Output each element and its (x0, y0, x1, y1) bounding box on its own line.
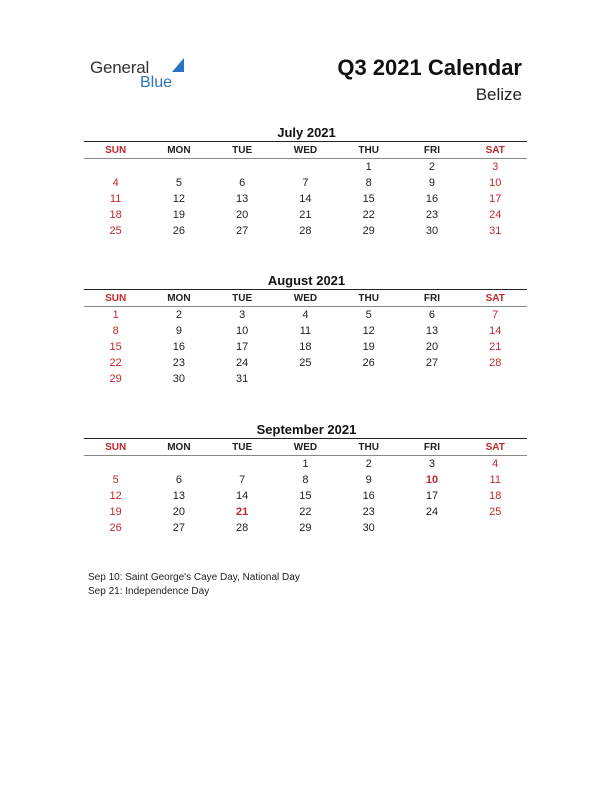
day-cell: 11 (299, 325, 312, 337)
month-block-august (84, 272, 527, 387)
day-cell: 29 (299, 522, 312, 534)
weekday-label: WED (293, 441, 318, 453)
day-cell: 9 (175, 325, 182, 337)
day-cell: 18 (299, 341, 312, 353)
day-cell: 10 (425, 474, 439, 486)
day-cell: 20 (172, 506, 186, 518)
day-cell: 11 (489, 474, 501, 486)
day-cell: 8 (365, 177, 372, 189)
holiday-note: Sep 21: Independence Day (88, 586, 210, 597)
day-cell: 24 (236, 357, 249, 369)
weekday-label: TUE (232, 144, 253, 156)
weekday-label: SAT (485, 144, 505, 156)
day-cell: 6 (428, 309, 436, 321)
day-cell: 25 (299, 357, 312, 369)
day-cell: 22 (299, 506, 312, 518)
day-cell: 23 (425, 209, 439, 221)
week-row (84, 159, 527, 175)
day-cell: 4 (492, 458, 499, 470)
day-cell: 26 (362, 357, 375, 369)
logo (90, 58, 200, 98)
day-cell: 17 (489, 193, 502, 205)
day-cell: 30 (362, 522, 375, 534)
day-cell: 7 (239, 474, 246, 486)
day-cell: 5 (365, 309, 372, 321)
logo-text-blue: Blue (140, 74, 173, 91)
weekday-label: SAT (485, 292, 505, 304)
day-cell: 12 (172, 193, 186, 205)
day-cell: 27 (425, 357, 439, 369)
day-cell: 3 (492, 161, 499, 173)
weekday-label: SUN (105, 292, 127, 304)
weekday-label: TUE (232, 441, 253, 453)
day-cell: 3 (428, 458, 436, 470)
day-cell: 29 (109, 373, 122, 385)
page-title: Q3 2021 Calendar (337, 55, 522, 80)
month-title: August 2021 (267, 273, 346, 288)
day-cell: 16 (172, 341, 186, 353)
day-cell: 10 (489, 177, 502, 189)
day-cell: 27 (172, 522, 186, 534)
day-cell: 21 (236, 506, 249, 518)
week-row (84, 307, 527, 323)
week-row (84, 456, 527, 472)
weekday-label: FRI (423, 441, 441, 453)
weekday-label: WED (293, 292, 318, 304)
day-cell: 19 (172, 209, 186, 221)
day-cell: 31 (236, 373, 249, 385)
weekday-label: TUE (232, 292, 253, 304)
day-cell: 22 (362, 209, 375, 221)
day-cell: 15 (299, 490, 312, 502)
day-cell: 12 (109, 490, 122, 502)
week-row (84, 371, 527, 387)
day-cell: 9 (365, 474, 372, 486)
weekday-header-row (84, 439, 527, 456)
week-row (84, 191, 527, 207)
week-row (84, 504, 527, 520)
day-cell: 28 (299, 225, 312, 237)
day-cell: 18 (489, 490, 502, 502)
day-cell: 25 (489, 506, 502, 518)
weekday-label: MON (167, 144, 191, 156)
day-cell: 16 (362, 490, 375, 502)
day-cell: 2 (175, 309, 182, 321)
week-row (84, 223, 527, 239)
day-cell: 8 (112, 325, 119, 337)
week-row (84, 488, 527, 504)
weekday-label: THU (358, 144, 379, 156)
day-cell: 13 (172, 490, 186, 502)
weekday-label: SAT (485, 441, 505, 453)
day-cell: 19 (362, 341, 375, 353)
day-cell: 14 (489, 325, 502, 337)
logo-triangle-icon (172, 58, 184, 72)
week-row (84, 207, 527, 223)
day-cell: 17 (236, 341, 249, 353)
day-cell: 3 (239, 309, 246, 321)
day-cell: 31 (489, 225, 502, 237)
day-cell: 28 (236, 522, 249, 534)
day-cell: 23 (362, 506, 375, 518)
weekday-label: SUN (105, 144, 127, 156)
weekday-label: WED (293, 144, 318, 156)
week-row (84, 323, 527, 339)
day-cell: 30 (425, 225, 439, 237)
month-title: July 2021 (277, 125, 336, 140)
day-cell: 14 (236, 490, 249, 502)
day-cell: 5 (112, 474, 119, 486)
day-cell: 13 (236, 193, 249, 205)
weekday-label: MON (167, 441, 191, 453)
day-cell: 5 (175, 177, 182, 189)
day-cell: 23 (172, 357, 186, 369)
day-cell: 13 (425, 325, 439, 337)
day-cell: 4 (302, 309, 309, 321)
country-name: Belize (475, 85, 522, 104)
holiday-note: Sep 10: Saint George's Caye Day, National Day (88, 572, 300, 583)
day-cell: 1 (365, 161, 372, 173)
day-cell: 18 (109, 209, 122, 221)
day-cell: 17 (425, 490, 439, 502)
day-cell: 30 (172, 373, 186, 385)
weekday-header-row (84, 142, 527, 159)
day-cell: 21 (299, 209, 312, 221)
day-cell: 2 (365, 458, 372, 470)
day-cell: 9 (428, 177, 436, 189)
weekday-header-row (84, 290, 527, 307)
day-cell: 4 (112, 177, 119, 189)
day-cell: 20 (236, 209, 249, 221)
weekday-label: SUN (105, 441, 127, 453)
week-row (84, 175, 527, 191)
day-cell: 28 (489, 357, 502, 369)
weekday-label: THU (358, 441, 379, 453)
day-cell: 2 (428, 161, 436, 173)
day-cell: 10 (236, 325, 249, 337)
day-cell: 24 (489, 209, 502, 221)
month-title: September 2021 (256, 422, 357, 437)
day-cell: 26 (172, 225, 186, 237)
day-cell: 7 (302, 177, 309, 189)
day-cell: 15 (109, 341, 122, 353)
week-row (84, 520, 527, 536)
day-cell: 1 (112, 309, 119, 321)
day-cell: 24 (425, 506, 439, 518)
day-cell: 15 (362, 193, 375, 205)
day-cell: 25 (109, 225, 122, 237)
day-cell: 6 (239, 177, 246, 189)
day-cell: 6 (175, 474, 182, 486)
weekday-label: THU (358, 292, 379, 304)
month-block-july (84, 124, 527, 239)
week-row (84, 355, 527, 371)
day-cell: 29 (362, 225, 375, 237)
day-cell: 19 (109, 506, 122, 518)
weekday-label: MON (167, 292, 191, 304)
week-row (84, 339, 527, 355)
day-cell: 12 (362, 325, 375, 337)
day-cell: 20 (425, 341, 439, 353)
holiday-notes (88, 571, 300, 599)
weekday-label: FRI (423, 292, 441, 304)
logo-text-general: General (90, 58, 150, 77)
month-block-september (84, 421, 527, 536)
day-cell: 7 (492, 309, 499, 321)
week-row (84, 472, 527, 488)
day-cell: 1 (302, 458, 309, 470)
day-cell: 14 (299, 193, 312, 205)
day-cell: 22 (109, 357, 122, 369)
day-cell: 11 (109, 193, 122, 205)
day-cell: 21 (489, 341, 502, 353)
day-cell: 16 (425, 193, 439, 205)
day-cell: 27 (236, 225, 249, 237)
weekday-label: FRI (423, 144, 441, 156)
day-cell: 26 (109, 522, 122, 534)
day-cell: 8 (302, 474, 309, 486)
